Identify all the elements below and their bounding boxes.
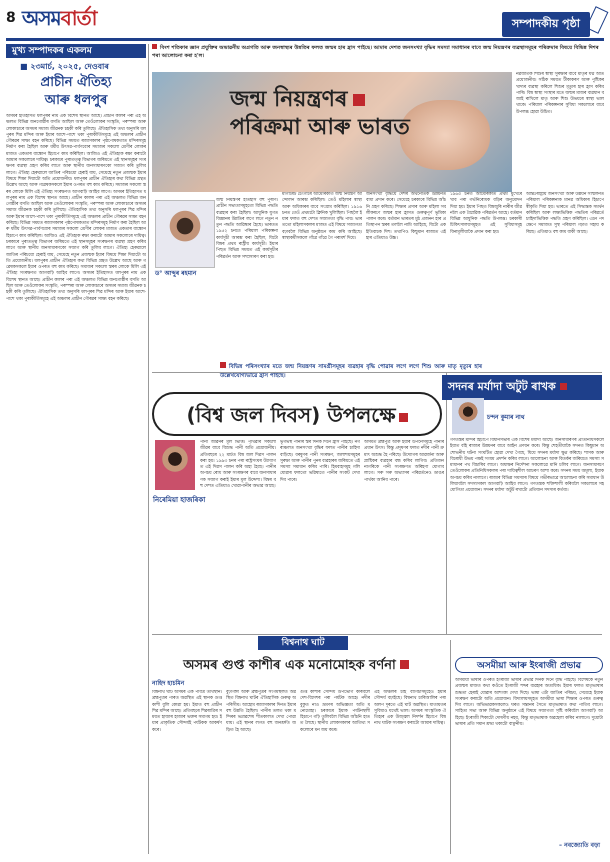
- bishwanath-title: [152, 656, 440, 677]
- feature-body-col2: মাৰ্গাৰেট চেংগাৰে আমেৰিকাত জন্ম নিয়ন্ত্ৰণ আন্দোলন আৰম্ভ কৰিছিল। তেওঁ মহিলাৰ স্বাস্থ্য আৰু অধিকাৰৰ বাবে সংগ্ৰাম কৰিছিল। ১৯১৬ চনত তেওঁ প্ৰথমটো ক্লিনিক খুলিছিল। পিছলৈ ইয়াৰ ফলত বহু দেশত সজাগতা বৃদ্ধি পায়। ভাৰততো মহিলাসকলৰ মাজত এই বিষয়ে সজাগতা বঢ়াবলৈ বিভিন্ন অনুষ্ঠানে কাম কৰি আহিছে। স্বাস্থ্যকৰ্মীসকলে গাঁৱে গাঁৱে গৈ পৰামৰ্শ দিয়ে।: [282, 192, 362, 242]
- water-day-body-col1: পানী জীৱনৰ মূল ভিত্তি। পৃথিৱীৰ সকলো জীৱৰ বাবে বিশুদ্ধ পানী অতি প্ৰয়োজনীয়। প্ৰতিবছৰে ২২ মাৰ্চত বিশ্ব জল দিৱস পালন কৰা হয়। ১৯৯৩ চনৰ পৰা ৰাষ্ট্ৰসংঘৰ উদ্যোগত এই দিৱস পালন কৰি অহা হৈছে। পানীৰ অপচয় ৰোধ আৰু সংৰক্ষণৰ বাবে জনসাধাৰণক সজাগ কৰাই ইয়াৰ মূল উদ্দেশ্য। বিশ্বৰ বহু দেশত এতিয়াও খোৱাপানীৰ অভাৱ আছে।: [200, 440, 276, 490]
- column-divider: [450, 640, 451, 854]
- header-rule: [6, 38, 604, 41]
- column-divider: [148, 44, 149, 854]
- intro-text: [152, 44, 602, 60]
- red-square-bullet: [400, 660, 409, 669]
- red-square-bullet: [220, 362, 226, 368]
- bishwanath-body-col4: এই অঞ্চলৰ চাহ বাগিচাসমূহেও ইয়াৰ সৌন্দৰ্য বঢ়াইছে। বিশ্বনাথ চাৰিআলিৰ পৰা অলপ দূৰতে এই ঘাট অৱস্থিত। যাতায়তৰ সুবিধাও যথেষ্ট ভাল। অসমৰ সাংস্কৃতিক ঐতিহ্যৰ এক উজ্জ্বল নিদৰ্শন হিচাপে বিশ্বনাথ ঘাটক সংৰক্ষণ কৰাটো আমাৰ দায়িত্ব।: [374, 690, 446, 727]
- water-day-body-col3: অসমত ব্ৰহ্মপুত্ৰ আৰু ইয়াৰ উপনৈসমূহে পানীৰ প্ৰধান উৎস। কিন্তু প্ৰদূষণৰ ফলত নদীৰ পানী ক্ৰমাৎ অশুদ্ধ হৈ পৰিছে। উদ্যোগৰ আৱৰ্জনা আৰু প্লাষ্টিকৰ ব্যৱহাৰ বন্ধ কৰিব লাগিব। প্ৰতিজন নাগৰিকে পানী সংৰক্ষণত অৰিহণা যোগাব লাগে। সৰু সৰু অভ্যাসৰ পৰিৱৰ্তনেও ডাঙৰ পাৰ্থক্য আনিব পাৰে।: [364, 440, 444, 483]
- feature-title-line2: পৰিক্ৰমা আৰু ভাৰত: [230, 115, 410, 140]
- water-day-title-text: (বিশ্ব জল দিবস) উপলক্ষে: [186, 403, 396, 427]
- pull-quote-text: বিভিন্ন পৰিসংখ্যাৰ মতে জন্ম নিয়ন্ত্ৰণৰ সামগ্ৰীসমূহৰ ব্যৱহাৰ বৃদ্ধি পোৱাৰ লগে লগে শিশু আৰু মাতৃ মৃত্যুৰ হাৰ উল্লেখযোগ্যভাৱে হ্ৰাস পাইছে।: [220, 364, 482, 379]
- feature-title-line1: [230, 86, 510, 114]
- bishwanath-title-text: অসমৰ গুপ্ত কাশীৰ এক মনোমোহক বৰ্ণনা: [183, 658, 396, 673]
- sadan-author: চন্দন কুমাৰ নাথ: [487, 414, 525, 421]
- water-day-author: নিৰেমিয়া হাজৰিকা: [153, 496, 206, 504]
- red-square-bullet: [560, 383, 567, 390]
- bishwanath-body-col2: বুঢ়ীগঙ্গা আৰু ব্ৰহ্মপুত্ৰৰ সংগমস্থলত অৱস্থিত বিশ্বনাথ ঘাটৰ ঐতিহাসিক গুৰুত্ব অপৰিসীম। আহোম ৰজাসকলৰ দিনত ইয়াৰ বহু উন্নতি হৈছিল। পানীৰ তলত থকা মন্দিৰৰ ভগ্নাৱশেষ শীতকালত দেখা পোৱা যায়। এই স্থানৰ লগত বহু জনশ্ৰুতি জড়িত হৈ আছে।: [226, 690, 296, 733]
- water-day-author-photo: [155, 440, 195, 490]
- editorial-body: অসমৰ ইতিহাসত ধলপুৰৰ নাম এক বিশেষ স্থানত আছে। প্ৰাচীন কালৰ পৰা এই অঞ্চলত বিভিন্ন জনগোষ্ঠীৰ বসতি আছিল আৰু তেওঁলোকৰ সংস্কৃতি, পৰম্পৰা আৰু লোকাচাৰে অসমৰ সমাজ জীৱনক চহকী কৰি তুলিছে। ঐতিহাসিক তথ্য অনুসৰি ধলপুৰৰ শিৱ মন্দিৰ আৰু ইয়াৰ আশে-পাশে থকা পুৰাকীৰ্তিসমূহে এই অঞ্চলৰ প্ৰাচীন গৌৰৱৰ সাক্ষ্য বহন কৰিছে। বিভিন্ন সময়ত ৰজাসকলৰ পৃষ্ঠপোষকতাত মন্দিৰসমূহ নিৰ্মাণ কৰা হৈছিল আৰু ধৰ্মীয় উৎসৱ-পাৰ্বণবোৰ সমাজৰ সকলো শ্ৰেণীৰ লোকৰ মাজত একতাৰ বান্ধোন হিচাপে কাম কৰিছিল। আজিও এই ঐতিহ্যক ৰক্ষা কৰাটো আমাৰ সকলোৰে দায়িত্ব। চৰকাৰে পুৰাতত্ত্ব বিভাগৰ জৰিয়তে এই স্থানসমূহৰ সংৰক্ষণৰ ব্যৱস্থা গ্ৰহণ কৰিব লাগে আৰু স্থানীয় জনসাধাৰণকো সজাগ কৰি তুলিব লাগে। ঐতিহ্য হেৰুৱালে জাতিৰ পৰিচয়ো হেৰাই যায়, সেয়েহে নতুন প্ৰজন্মক ইয়াৰ বিষয়ে শিক্ষা দিয়াটো অতি প্ৰয়োজনীয়। ধলপুৰৰ প্ৰাচীন ঐতিহ্যৰ কথা বিভিন্ন গ্ৰন্থত উল্লেখ আছে আৰু গৱেষকসকলে ইয়াৰ ওপৰত বহু কাম কৰিছে। সমাজৰ সকলো স্তৰৰ লোকে মিলি এই ঐতিহ্য সংৰক্ষণত আগবাঢ়ি আহিব লাগে। অসমৰ ইতিহাসত ধলপুৰৰ নাম এক বিশেষ স্থানত আছে। প্ৰাচীন কালৰ পৰা এই অঞ্চলত বিভিন্ন জনগোষ্ঠীৰ বসতি আছিল আৰু তেওঁলোকৰ সংস্কৃতি, পৰম্পৰা আৰু লোকাচাৰে অসমৰ সমাজ জীৱনক চহকী কৰি তুলিছে। ঐতিহাসিক তথ্য অনুসৰি ধলপুৰৰ শিৱ মন্দিৰ আৰু ইয়াৰ আশে-পাশে থকা পুৰাকীৰ্তিসমূহে এই অঞ্চলৰ প্ৰাচীন গৌৰৱৰ সাক্ষ্য বহন কৰিছে। বিভিন্ন সময়ত ৰজাসকলৰ পৃষ্ঠপোষকতাত মন্দিৰসমূহ নিৰ্মাণ কৰা হৈছিল আৰু ধৰ্মীয় উৎসৱ-পাৰ্বণবোৰ সমাজৰ সকলো শ্ৰেণীৰ লোকৰ মাজত একতাৰ বান্ধোন হিচাপে কাম কৰিছিল। আজিও এই ঐতিহ্যক ৰক্ষা কৰাটো আমাৰ সকলোৰে দায়িত্ব। চৰকাৰে পুৰাতত্ত্ব বিভাগৰ জৰিয়তে এই স্থানসমূহৰ সংৰক্ষণৰ ব্যৱস্থা গ্ৰহণ কৰিব লাগে আৰু স্থানীয় জনসাধাৰণকো সজাগ কৰি তুলিব লাগে। ঐতিহ্য হেৰুৱালে জাতিৰ পৰিচয়ো হেৰাই যায়, সেয়েহে নতুন প্ৰজন্মক ইয়াৰ বিষয়ে শিক্ষা দিয়াটো অতি প্ৰয়োজনীয়। ধলপুৰৰ প্ৰাচীন ঐতিহ্যৰ কথা বিভিন্ন গ্ৰন্থত উল্লেখ আছে আৰু গৱেষকসকলে ইয়াৰ ওপৰত বহু কাম কৰিছে। সমাজৰ সকলো স্তৰৰ লোকে মিলি এই ঐতিহ্য সংৰক্ষণত আগবাঢ়ি আহিব লাগে। অসমৰ ইতিহাসত ধলপুৰৰ নাম এক বিশেষ স্থানত আছে। প্ৰাচীন কালৰ পৰা এই অঞ্চলত বিভিন্ন জনগোষ্ঠীৰ বসতি আছিল আৰু তেওঁলোকৰ সংস্কৃতি, পৰম্পৰা আৰু লোকাচাৰে অসমৰ সমাজ জীৱনক চহকী কৰি তুলিছে। ঐতিহাসিক তথ্য অনুসৰি ধলপুৰৰ শিৱ মন্দিৰ আৰু ইয়াৰ আশে-পাশে থকা পুৰাকীৰ্তিসমূহে এই অঞ্চলৰ প্ৰাচীন গৌৰৱৰ সাক্ষ্য বহন কৰিছে।: [6, 114, 146, 302]
- water-day-body-col2: ভূগৰ্ভস্থ পানীৰ স্তৰ দিনক দিনে হ্ৰাস পাইছে। নগৰাঞ্চলত জনসংখ্যা বৃদ্ধিৰ ফলত পানীৰ চাহিদা বাঢ়িছে। বৰষুণৰ পানী সংৰক্ষণ, জলাশয়সমূহৰ সুৰক্ষা আৰু পানীৰ পুনৰ ব্যৱহাৰৰ জৰিয়তে এই সমস্যা সমাধান কৰিব পাৰি। হিমবাহসমূহ গলি যোৱাৰ ফলতো ভৱিষ্যতে পানীৰ সংকট দেখা দিব পাৰে।: [280, 440, 360, 483]
- editorial-label: মুখ্য সম্পাদকৰ একলম: [6, 44, 146, 58]
- intro-text-content: বিংশ শতিকাৰ জ্ঞান প্ৰযুক্তিৰ অভাৱনীয় অগ্ৰগতি আৰু জনস্বাস্থ্যৰ উন্নতিৰ ফলত জন্মৰ হাৰ হ্ৰাস পাইছে। আমাৰ দেশত জনসংখ্যা বৃদ্ধিৰ সমস্যা সমাধানৰ বাবে জন্ম নিয়ন্ত্ৰণৰ ব্যৱস্থাসমূহৰ পৰিক্ৰমাৰ বিষয়ে বিভিন্ন দিশৰ পৰা আলোচনা কৰা হ'ল।: [152, 45, 599, 59]
- editorial-title-line2: আৰু ধলপুৰ: [44, 93, 108, 108]
- feature-side-note: নৱজাতক শিশুৰ স্বাস্থ্য সুৰক্ষাৰ বাবে মাতৃৰ যত্ন অতি প্ৰয়োজনীয়। সঠিক সময়ত টীকাকৰণ আৰু পুষ্টিকৰ খাদ্যৰ ব্যৱস্থা কৰিলে শিশুৰ মৃত্যুৰ হাৰ হ্ৰাস কৰিব পাৰি। বিশ্ব স্বাস্থ্য সংস্থাৰ মতে জন্মৰ মাজৰ ব্যৱধান বজাই ৰাখিলে মাতৃ আৰু শিশু উভয়ৰে স্বাস্থ্য ভাল থাকে। পৰিয়াল পৰিকল্পনাৰ সুবিধা সকলোৰে বাবে উপলব্ধ হোৱা উচিত।: [516, 72, 604, 115]
- bishwanath-body-col1: বিশ্বনাথ ঘাট অসমৰ এক পবিত্ৰ তীৰ্থস্থান। ব্ৰহ্মপুত্ৰৰ পাৰত অৱস্থিত এই স্থানক গুপ্ত কাশী বুলি কোৱা হয়। ইয়াত বহু প্ৰাচীন শিৱ মন্দিৰ আছে। প্ৰতিবছৰে শিৱৰাত্ৰিৰ সময়ত হাজাৰ হাজাৰ ভক্তৰ সমাগম হয়। ইয়াৰ প্ৰাকৃতিক সৌন্দৰ্যই পৰ্যটকক আকৰ্ষণ কৰে।: [152, 690, 222, 733]
- feature-body-col1: জন্ম নিয়ন্ত্ৰণৰ ইতিহাস বহু পুৰণি। প্ৰাচীন সভ্যতাসমূহতো বিভিন্ন পদ্ধতি ব্যৱহাৰ কৰা হৈছিল। আধুনিক যুগত বিজ্ঞানৰ উন্নতিৰ লগে লগে নতুন নতুন পদ্ধতি আৱিষ্কাৰ হৈছে। ভাৰতত ১৯৫২ চনতে পৰিয়াল পৰিকল্পনা কাৰ্যসূচী আৰম্ভ কৰা হৈছিল, যিটো বিশ্বৰ প্ৰথম ৰাষ্ট্ৰীয় কাৰ্যসূচী। ইয়াৰ পিছত বিভিন্ন সময়ত এই কাৰ্যসূচীৰ পৰিৱৰ্তন আৰু সম্প্ৰসাৰণ কৰা হয়।: [216, 198, 278, 260]
- water-day-title: [152, 392, 442, 436]
- red-square-bullet: [353, 94, 365, 106]
- feature-author-name: ড° আব্দুৰ ৰহমান: [155, 270, 197, 277]
- sadan-author-photo: [452, 398, 484, 434]
- language-body: অসমীয়া ভাষাৰ ওপৰত ইংৰাজী ভাষাৰ প্ৰভাৱ দিনক দিনে বৃদ্ধি পাইছে। বিশেষকৈ নতুন প্ৰজন্মৰ মাজত কথা কওঁতে ইংৰাজী শব্দৰ ব্যৱহাৰ অত্যধিক। ইয়াৰ ফলত মাতৃভাষাৰ শুদ্ধতা হেৰাই যোৱাৰ আশংকা দেখা দিছে। ভাষা এটা জাতিৰ পৰিচয়, সেয়েহে ইয়াক সংৰক্ষণ কৰাটো অতি প্ৰয়োজন। বিদ্যালয়সমূহত অসমীয়া ভাষা শিক্ষাৰ ওপৰত গুৰুত্ব দিব লাগে। অভিভাৱকসকলেও ঘৰত সন্তানৰ সৈতে মাতৃভাষাত কথা পাতিব লাগে। সাহিত্য সভা আৰু বিভিন্ন অনুষ্ঠানে এই বিষয়ে সজাগতা সৃষ্টি কৰিবলৈ আগবাঢ়ি আহিছে। ইংৰাজী শিকাটো দোষণীয় নহয়, কিন্তু মাতৃভাষাক অৱহেলা কৰিব নালাগে। দুয়োটা ভাষাৰ প্ৰতি সমান শ্ৰদ্ধা থকাটো বাঞ্ছনীয়।: [455, 678, 603, 728]
- sadan-body: গণতন্ত্ৰৰ মন্দিৰ হিচাপে বিধানসভাৰ এক বিশেষ মৰ্যাদা আছে। জনসাধাৰণৰ প্ৰতিনিধিসকলে ইয়াত বহি ৰাজ্যৰ উন্নয়নৰ বাবে আইন প্ৰণয়ন কৰে। কিন্তু শেহতীয়াকৈ সদনত কিছুমান অশোভনীয় ঘটনা সংঘটিত হোৱা দেখা গৈছে, যিয়ে সদনৰ মৰ্যাদা ক্ষুণ্ণ কৰিছে। শাসক আৰু বিৰোধী উভয় পক্ষই সংযম প্ৰদৰ্শন কৰিব লাগে। আলোচনা আৰু বিতৰ্কৰ জৰিয়তে সমস্যা সমাধানৰ পথ বিচাৰিব লাগে। অধ্যক্ষৰ নিৰ্দেশনা সকলোৱে মানি চলিব লাগে। জনসাধাৰণে তেওঁলোকৰ প্ৰতিনিধিসকলৰ পৰা দায়িত্বশীল আচৰণ আশা কৰে। সদনৰ সময় অমূল্য, ইয়াক অপচয় কৰিব নালাগে। ৰাজ্যৰ বিভিন্ন সমস্যাৰ বিষয়ে গভীৰভাৱে আলোচনা কৰি সমাধান উলিয়াবলৈ সদস্যসকল আগবাঢ়ি আহিব লাগে। গণতন্ত্ৰক শক্তিশালী কৰিবলৈ সকলোৰে সহযোগিতা প্ৰয়োজন। সদনৰ মৰ্যাদা অটুট ৰখাটো প্ৰতিজন সদস্যৰ কৰ্তব্য।: [450, 438, 604, 494]
- bishwanath-body-col3: গুপ্ত কাশীৰ সৌন্দৰ্য উপভোগ কৰিবলৈ দেশ-বিদেশৰ পৰা পৰ্যটক আহে। নদীৰ বুকুত নাও ভ্ৰমণৰ অভিজ্ঞতা অতি মনোমোহা। চৰকাৰে ইয়াক পৰ্যটনস্থলী হিচাপে গঢ়ি তুলিবলৈ বিভিন্ন আঁচনি হাতত লৈছে। স্থানীয় লোকসকলৰ আতিথ্য সকলোৰে মন জয় কৰে।: [300, 690, 370, 733]
- editorial-title: [6, 74, 146, 110]
- sadan-title-text: সদনৰ মৰ্যাদা অটুট ৰাখক: [448, 380, 556, 393]
- feature-title-line1-text: জন্ম নিয়ন্ত্ৰণৰ: [230, 87, 348, 112]
- column-divider: [446, 372, 447, 634]
- feature-body-col5: আন্তঃৰাষ্ট্ৰীয় জনসংখ্যা আৰু উন্নয়ন সন্মিলনত পৰিয়াল পৰিকল্পনাক মানৱ অধিকাৰ হিচাপে স্বীকৃতি দিয়া হয়। ভাৰতে এই সিদ্ধান্তক সমৰ্থন কৰিছিল আৰু লক্ষ্যভিত্তিক পদ্ধতিৰ পৰিৱৰ্তে চাহিদাভিত্তিক পদ্ধতি গ্ৰহণ কৰিছিল। এনে পদক্ষেপে সমাজত সুস্থ পৰিয়াল গঢ়াত সহায় কৰিছে। এতিয়াও বহু কাম বাকী আছে।: [526, 192, 604, 235]
- red-square-bullet: [399, 413, 408, 422]
- section-divider: [152, 634, 602, 635]
- feature-body-col4: ১৯৬০ চনত আমেৰিকাত প্ৰথম মুখেৰে খাব পৰা গৰ্ভনিৰোধক বড়িৰ অনুমোদন দিয়া হয়। ইয়াৰ পিছত বিশ্বজুৰি নাৰীৰ জীৱনলৈ এক বৈপ্লৱিক পৰিৱৰ্তন আহে। বৰ্তমান বিভিন্ন আধুনিক পদ্ধতি উপলব্ধ। চৰকাৰী চিকিৎসালয়সমূহত এই সুবিধাসমূহ বিনামূলীয়াকৈ প্ৰদান কৰা হয়।: [450, 192, 522, 235]
- bishwanath-author: নাহিদ হাচমিন: [152, 680, 185, 687]
- feature-author-photo: [155, 200, 215, 268]
- pencil-icon: [586, 6, 609, 34]
- red-square-bullet: [152, 44, 157, 49]
- section-divider: [152, 372, 602, 373]
- footer-signature: – নবজ্যোতি বড়া: [559, 842, 600, 849]
- language-title: অসমীয়া আৰু ইংৰাজী প্ৰভাৱ: [455, 657, 603, 673]
- sadan-title: [442, 375, 602, 400]
- editorial-title-line1: প্ৰাচীন ঐতিহ্য: [40, 75, 112, 90]
- page-number: 8: [6, 10, 16, 26]
- editorial-date: ■ ২৩মাৰ্চ, ২০২৫, দেওবাৰ: [20, 62, 109, 71]
- logo-prefix: অসম: [22, 6, 61, 30]
- feature-body-col3: জনসংখ্যা বৃদ্ধিয়ে দেশৰ অৰ্থনৈতিক উন্নয়নত বাধা প্ৰদান কৰে। সেয়েহে চৰকাৰে বিভিন্ন আঁচনি গ্ৰহণ কৰিছে। শিক্ষাৰ প্ৰসাৰ আৰু মহিলা সবলীকৰণে জন্মৰ হাৰ হ্ৰাসত গুৰুত্বপূৰ্ণ ভূমিকা পালন কৰে। বৰ্তমান ভাৰতৰ মুঠ প্ৰজনন হাৰ প্ৰতিস্থাপন স্তৰৰ তললৈ নামি আহিছে, যিটো এক ইতিবাচক দিশ। তথাপিও কিছুমান ৰাজ্যত এই হাৰ এতিয়াও উচ্চ।: [366, 192, 446, 242]
- logo-suffix: বার্তা: [60, 6, 97, 30]
- bishwanath-tag: বিশ্বনাথ ঘাট: [258, 636, 348, 650]
- section-label: সম্পাদকীয় পৃষ্ঠা: [502, 12, 590, 37]
- feature-title: [230, 86, 510, 142]
- newspaper-logo: [22, 4, 96, 37]
